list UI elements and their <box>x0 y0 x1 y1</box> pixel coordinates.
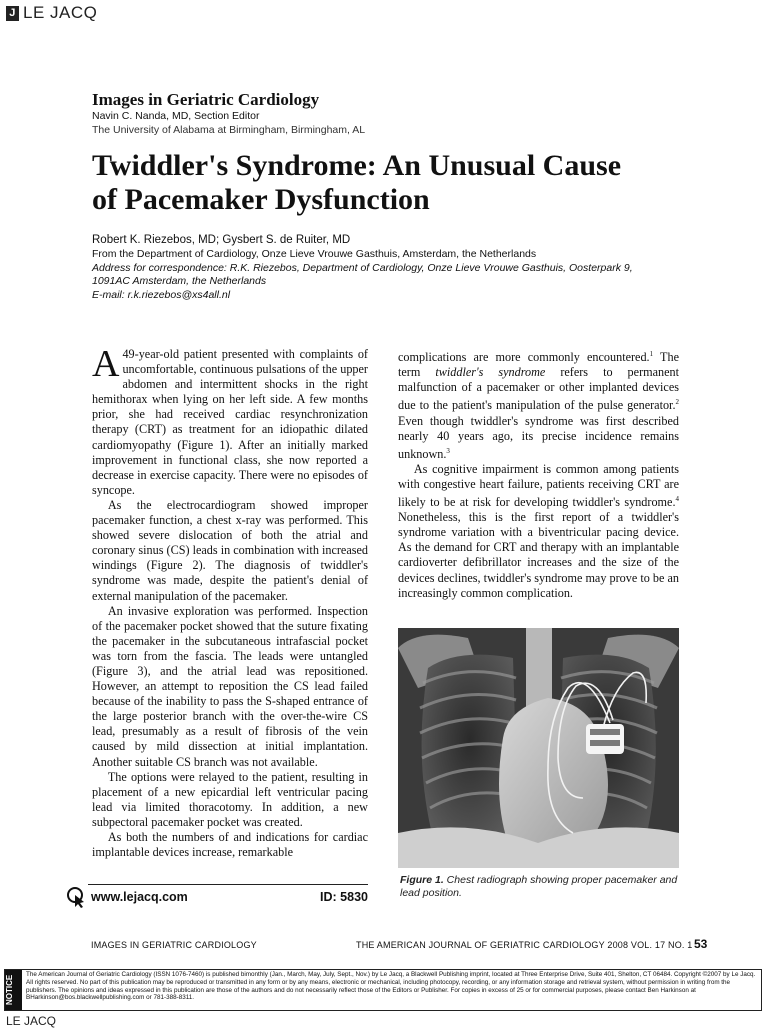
text-run: refers to permanent malfunction of a pacemaker or other implanted devices due to the patient's manipulation of the pulse generator. <box>398 365 679 413</box>
reference-4: 4 <box>675 495 679 504</box>
journal-website-link[interactable]: www.lejacq.com <box>91 890 188 904</box>
text-run: Nonetheless, this is the first report of a twiddler's syndrome variation with a biventricular pacing device. As the demand for CRT and therapy with an implantable cardioverter defibrillator increases and the size of the devices declines, twiddler's syndrome may prove to be an increasingly common complication. <box>398 510 679 600</box>
le-jacq-logo-icon: J <box>6 6 19 21</box>
author-affiliations <box>92 248 692 302</box>
paragraph-7 <box>398 462 679 601</box>
paragraph-4: The options were relayed to the patient, resulting in placement of a new epicardial left ventricular pacing lead via limited thoracotomy. In addition, a new subpectoral pacemaker pocket was created. <box>92 769 368 829</box>
figure-label: Figure 1. <box>400 874 444 886</box>
article-title-line-2: of Pacemaker Dysfunction <box>92 183 430 216</box>
text-run: As cognitive impairment is common among patients with congestive heart failure, patients receiving CRT are likely to be at risk for developing twiddler's syndrome. <box>398 461 679 510</box>
page-number: 53 <box>694 937 708 951</box>
copyright-notice-text: The American Journal of Geriatric Cardiology (ISSN 1076-7460) is published bimonthly (Jan., March, May, July, Sept., Nov.) by Le Jacq, a Blackwell Publishing imprint, located at Three Enterprise Drive, Suite 401, Shelton, CT 06484. Copyright ©2007 by Le Jacq. All rights reserved. No part of this publication may be reproduced or transmitted in any form or by any means, electronic or mechanical, including photocopy, recording, or any information storage and retrieval system, without permission in writing from the publishers. The opinions and ideas expressed in this publication are those of the authors and do not necessarily reflect those of the Editors or Publisher. For copies in excess of 25 or for commercial purposes, please contact Ben Harkinson at BHarkinson@bos.blackwellpublishing.com or 781-388-8311. <box>26 971 756 1002</box>
cursor-click-icon <box>66 886 88 908</box>
figure-1-chest-radiograph <box>398 628 679 868</box>
paragraph-6 <box>398 347 679 462</box>
drop-cap: A <box>92 343 120 385</box>
publisher-name: LE JACQ <box>23 3 98 22</box>
body-right-column <box>398 347 679 601</box>
department: From the Department of Cardiology, Onze Lieve Vrouwe Gasthuis, Amsterdam, the Netherlands <box>92 248 537 260</box>
article-title <box>92 149 712 217</box>
section-editor: Navin C. Nanda, MD, Section Editor <box>92 110 260 122</box>
text-run: complications are more commonly encountered. <box>398 350 650 365</box>
notice-tag: NOTICE <box>5 970 22 1010</box>
paragraph-1-text: 49-year-old patient presented with complaints of uncomfortable, continuous pulsations of the upper abdomen and intermittent shocks in the right hemithorax when lying on her left side. A few months prior, she had received cardiac resynchronization therapy (CRT) as treatment for an idiopathic dilated cardiomyopathy (Figure 1). After an initially marked improvement in functional class, she now reported a decrease in exercise capacity. There were no episodes of syncope. <box>92 347 368 497</box>
paragraph-3: An invasive exploration was performed. Inspection of the pacemaker pocket showed that the suture fixating the pacemaker in the subcutaneous intrafascial pocket was torn from the fascia. The leads were untangled (Figure 3), and the atrial lead was repositioned. However, an attempt to reposition the CS lead failed because of the inability to pass the S-shaped entrance of the large posterior branch with the over-the-wire CS lead, presumably as a result of fibrosis of the vein caused by mild dissection at initial implantation. Another suitable CS branch was not available. <box>92 603 368 769</box>
term-twiddlers-syndrome: twiddler's syndrome <box>435 365 546 380</box>
article-authors: Robert K. Riezebos, MD; Gysbert S. de Ruiter, MD <box>92 234 351 246</box>
paragraph-1 <box>92 343 368 498</box>
chest-xray-image <box>398 628 679 868</box>
figure-1-caption <box>400 874 680 899</box>
section-title: Images in Geriatric Cardiology <box>92 90 320 109</box>
text-run: Even though twiddler's syndrome was first described nearly 40 years ago, its precise incidence remains unknown. <box>398 413 679 461</box>
publisher-logo <box>6 3 97 23</box>
bottom-publisher-name: LE JACQ <box>6 1014 57 1028</box>
text-run: The term <box>398 350 679 380</box>
paragraph-2: As the electrocardiogram showed improper pacemaker function, a chest x-ray was performed. This showed severe dislocation of both the atrial and coronary sinus (CS) leads in combination with increased windings (Figure 2). The diagnosis of twiddler's syndrome was made, despite the patient's denial of external manipulation of the pacemaker. <box>92 497 368 603</box>
reference-3: 3 <box>446 446 450 455</box>
article-title-line-1: Twiddler's Syndrome: An Unusual Cause <box>92 149 622 182</box>
paragraph-5: As both the numbers of and indications for cardiac implantable devices increase, remarkable <box>92 830 368 860</box>
body-left-column <box>92 343 368 860</box>
correspondence-email: E-mail: r.k.riezebos@xs4all.nl <box>92 288 231 301</box>
figure-caption-text: Chest radiograph showing proper pacemaker and lead position. <box>400 874 678 899</box>
footer-journal-citation: THE AMERICAN JOURNAL OF GERIATRIC CARDIOLOGY 2008 VOL. 17 NO. 1 <box>356 940 693 950</box>
correspondence-address-line-1: Address for correspondence: R.K. Riezebos, Department of Cardiology, Onze Lieve Vrouwe Gasthuis, Oosterpark 9, <box>92 261 633 274</box>
article-id: ID: 5830 <box>320 890 368 904</box>
footer-section-name: IMAGES IN GERIATRIC CARDIOLOGY <box>91 940 257 950</box>
web-divider <box>88 884 368 885</box>
reference-2: 2 <box>675 398 679 407</box>
web-link-bar <box>66 886 368 908</box>
correspondence-address-line-2: 1091AC Amsterdam, the Netherlands <box>92 275 267 287</box>
reference-1: 1 <box>649 350 654 358</box>
section-editor-affiliation: The University of Alabama at Birmingham, Birmingham, AL <box>92 124 366 136</box>
